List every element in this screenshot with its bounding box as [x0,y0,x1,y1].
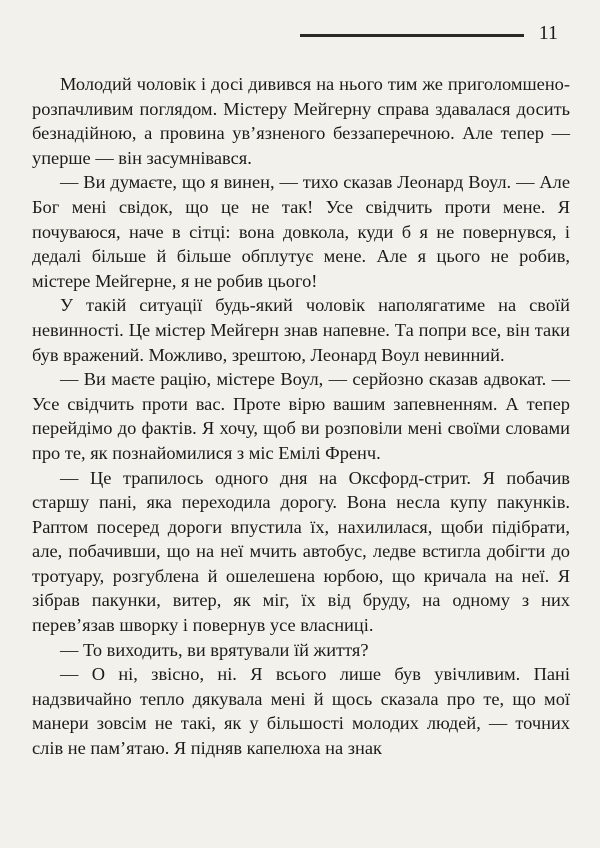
paragraph: — Це трапилось одного дня на Оксфорд-стрит. Я побачив старшу пані, яка переходила дорогу. Вона несла купу пакунків. Раптом посеред дороги впустила їх, нахилилася, щоби підібрати, але, побачивши, що на неї мчить автобус, ледве встигла добігти до тротуару, розгублена й ошелешена юрбою, що кричала на неї. Я зібрав пакунки, витер, як міг, їх від бруду, на одному з них перев’язав шворку і повернув усе власниці. [32,467,570,636]
running-header [300,22,562,48]
header-rule [300,34,524,37]
paragraph: — То виходить, ви врятували їй життя? [60,639,369,660]
paragraph: — Ви думаєте, що я винен, — тихо сказав Леонард Воул. — Але Бог мені свідок, що це не так! Усе свідчить проти мене. Я почуваюся, наче в сітці: вона довкола, куди б я не повернувся, і дедалі більше й більше обплутує мене. Але я цього не робив, містере Мейгерне, я не робив цього! [32,172,570,291]
paragraph: Молодий чоловік і досі дивився на нього тим же приголомшено-розпачливим поглядом. Містеру Мейгерну справа здавалася досить безнадійною, а провина ув’язненого беззаперечною. Але тепер — уперше — він засумнівався. [32,74,570,168]
paragraph: — Ви маєте рацію, містере Воул, — серйозно сказав адвокат. — Усе свідчить проти вас. Проте вірю вашим запевненням. А тепер перейдімо до фактів. Я хочу, щоб ви розповіли мені своїми словами про те, як познайомилися з міс Емілі Френч. [32,369,570,463]
paragraph: У такій ситуації будь-який чоловік наполягатиме на своїй невинності. Це містер Мейгерн знав напевне. Та попри все, він таки був вражений. Можливо, зрештою, Леонард Воул невинний. [32,295,570,365]
page-number: 11 [538,22,558,44]
paragraph: — О ні, звісно, ні. Я всього лише був увічливим. Пані надзвичайно тепло дякувала мені й щось сказала про те, що мої манери зовсім не такі, як у більшості молодих людей, — точних слів не пам’ятаю. Я підняв капелюха на знак [32,664,570,759]
body-text [32,72,570,761]
